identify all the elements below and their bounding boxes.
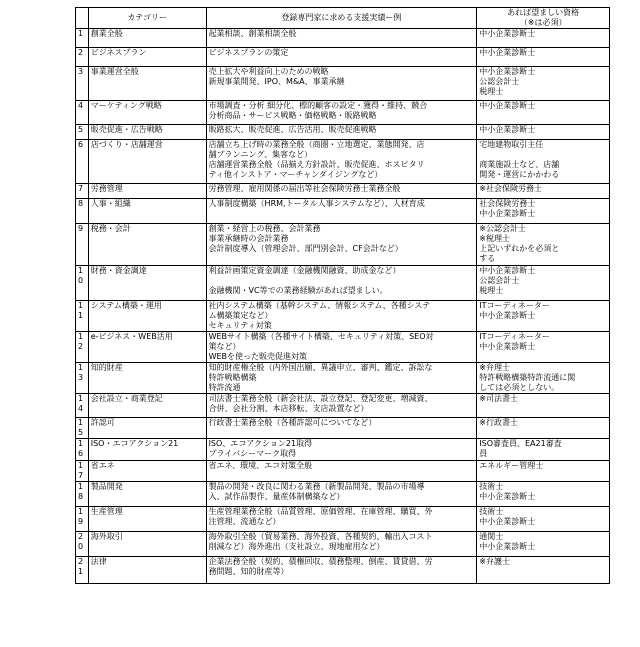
support-line: 起業相談、創業相談全般 xyxy=(208,29,297,38)
support-line: 海外取引全般（貿易業務、海外投資、各種契約、輸出入コスト xyxy=(208,532,433,541)
category-cell xyxy=(88,394,206,418)
qualification-line: エネルギー管理士 xyxy=(479,461,544,470)
category-cell xyxy=(88,482,206,507)
row-number: 4 xyxy=(76,101,89,125)
support-cell xyxy=(206,29,477,48)
qualification-cell xyxy=(477,507,610,532)
row-number: 1 xyxy=(76,29,89,48)
support-line: 人事制度構築（HRM,トータル人事システムなど）、人材育成 xyxy=(208,199,425,208)
qualification-line: ITコーディネーター xyxy=(479,301,550,310)
support-line: 合併、会社分割、本店移転、支店設置など） xyxy=(208,404,369,413)
support-line: 特許流通 xyxy=(208,383,241,392)
row-number: 9 xyxy=(76,224,89,266)
category-cell xyxy=(88,363,206,394)
qualification-cell xyxy=(477,557,610,584)
category-cell xyxy=(88,224,206,266)
qualification-cell xyxy=(477,394,610,418)
support-cell xyxy=(206,140,477,184)
support-line: 店舗立ち上げ時の業務全般（商圏・立地選定、業態開発、店 xyxy=(208,140,425,149)
support-line: ビジネスプランの策定 xyxy=(208,48,289,57)
qualification-cell xyxy=(477,461,610,482)
row-number: 13 xyxy=(76,363,89,394)
support-cell xyxy=(206,557,477,584)
support-line: 市場調査・分析 細分化、標的顧客の設定・獲得・維持、競合 xyxy=(208,101,428,110)
table-row xyxy=(76,332,610,363)
qualification-line: 中小企業診断士 xyxy=(479,29,536,38)
category-line: 知的財産 xyxy=(90,363,123,372)
header-row xyxy=(76,8,610,29)
row-number: 15 xyxy=(76,418,89,439)
support-line: 売上拡大や利益向上のための戦略 xyxy=(208,67,329,76)
category-cell xyxy=(88,184,206,199)
support-cell xyxy=(206,363,477,394)
table-row xyxy=(76,507,610,532)
support-table xyxy=(75,7,610,584)
support-line: 削減など）海外進出（支社設立、現地雇用など） xyxy=(208,542,385,551)
category-cell xyxy=(88,266,206,301)
table-row xyxy=(76,101,610,125)
row-number: 7 xyxy=(76,184,89,199)
table-row xyxy=(76,266,610,301)
support-cell xyxy=(206,301,477,332)
qualification-line: 中小企業診断士 xyxy=(479,266,536,275)
category-line: 会社設立・商業登記 xyxy=(90,394,163,403)
support-line: 社内システム構築（基幹システム、情報システム、各種システ xyxy=(208,301,431,310)
qualification-line: ISO審査員、EA21審査 xyxy=(479,439,562,448)
qualification-line: 員 xyxy=(479,449,488,458)
qualification-cell xyxy=(477,532,610,557)
category-cell xyxy=(88,48,206,67)
qualification-cell xyxy=(477,439,610,461)
row-number: 19 xyxy=(76,507,89,532)
table-row xyxy=(76,557,610,584)
category-cell xyxy=(88,29,206,48)
support-line: 注管理、流通など） xyxy=(208,517,281,526)
qualification-line: ※弁理士 xyxy=(479,363,510,372)
qualification-line: 中小企業診断士 xyxy=(479,517,536,526)
category-line: 創業全般 xyxy=(90,29,123,38)
row-number: 21 xyxy=(76,557,89,584)
category-cell xyxy=(88,140,206,184)
support-line: ISO、エコアクション21取得 xyxy=(208,439,313,448)
header-support: 登録専門家に求める支援実績ー例 xyxy=(206,8,477,29)
support-cell xyxy=(206,394,477,418)
qualification-cell xyxy=(477,266,610,301)
category-line: 事業運営全般 xyxy=(90,67,139,76)
qualification-line: 中小企業診断士 xyxy=(479,311,536,320)
support-line: 事業承継時の会計業務 xyxy=(208,234,289,243)
table-row xyxy=(76,532,610,557)
support-line: 分析商品・サービス戦略・価格戦略・販路戦略 xyxy=(208,111,377,120)
qualification-line: 税理士 xyxy=(479,286,504,295)
support-cell xyxy=(206,184,477,199)
qualification-line: 通関士 xyxy=(479,532,504,541)
table-row xyxy=(76,301,610,332)
qualification-cell xyxy=(477,332,610,363)
support-cell xyxy=(206,224,477,266)
qualification-line: ※税理士 xyxy=(479,234,510,243)
support-line: 省エネ、環境、エコ対策全般 xyxy=(208,461,313,470)
category-cell xyxy=(88,439,206,461)
support-line: 策など） xyxy=(208,342,241,351)
support-line: 生産管理業務全般（品質管理、原価管理、在庫管理、購買、外 xyxy=(208,507,433,516)
qualification-line: 中小企業診断士 xyxy=(479,67,536,76)
support-line: 務問題、知的財産等） xyxy=(208,567,289,576)
qualification-line: する xyxy=(479,254,496,263)
qualification-cell xyxy=(477,29,610,48)
table-row xyxy=(76,48,610,67)
category-line: e-ビジネス・WEB活用 xyxy=(90,332,173,341)
category-line: 税務・会計 xyxy=(90,224,131,233)
category-line: 許認可 xyxy=(90,418,115,427)
support-line: ティ他インストア・マーチャンダイジングなど） xyxy=(208,170,383,179)
category-cell xyxy=(88,101,206,125)
qualification-line: 宅地建物取引主任 xyxy=(479,140,544,149)
qualification-cell xyxy=(477,224,610,266)
support-cell xyxy=(206,266,477,301)
table-row xyxy=(76,125,610,140)
table-row xyxy=(76,439,610,461)
header-qualification xyxy=(477,8,610,29)
row-number: 10 xyxy=(76,266,89,301)
row-number: 11 xyxy=(76,301,89,332)
row-number: 8 xyxy=(76,199,89,224)
support-line: 販路拡大、販売促進、広告活用、販売促進戦略 xyxy=(208,125,377,134)
table-row xyxy=(76,140,610,184)
qualification-cell xyxy=(477,101,610,125)
support-line: 司法書士業務全般（新会社法、設立登記、登記変更、増減資、 xyxy=(208,394,433,403)
support-line: 特許戦略構築 xyxy=(208,373,257,382)
support-line: 金融機関・VC等での業務経験があれば望ましい。 xyxy=(208,286,388,295)
category-line: 省エネ xyxy=(90,461,115,470)
table-header xyxy=(76,8,610,29)
support-cell xyxy=(206,67,477,101)
table-row xyxy=(76,461,610,482)
table-row xyxy=(76,482,610,507)
qualification-cell xyxy=(477,363,610,394)
support-line: WEBサイト構築（各種サイト構築、セキュリティ対策、SEO対 xyxy=(208,332,434,341)
qualification-line: 技術士 xyxy=(479,482,504,491)
qualification-cell xyxy=(477,140,610,184)
category-line: 店づくり・店舗運営 xyxy=(90,140,163,149)
category-line: 人事・組織 xyxy=(90,199,131,208)
support-cell xyxy=(206,48,477,67)
support-line: 企業法務全般（契約、債権回収、債務整理、倒産、賃貸借、労 xyxy=(208,557,433,566)
support-cell xyxy=(206,532,477,557)
support-line: セキュリティ対策 xyxy=(208,321,272,330)
qualification-cell xyxy=(477,67,610,101)
table-row xyxy=(76,394,610,418)
category-line: 法律 xyxy=(90,557,107,566)
support-line: プライバシーマーク取得 xyxy=(208,449,297,458)
support-line: 製品の開発・改良に関わる業務（新製品開発、製品の市場導 xyxy=(208,482,425,491)
row-number: 6 xyxy=(76,140,89,184)
support-cell xyxy=(206,507,477,532)
support-cell xyxy=(206,439,477,461)
qualification-cell xyxy=(477,301,610,332)
category-cell xyxy=(88,199,206,224)
qualification-line: 中小企業診断士 xyxy=(479,492,536,501)
table-row xyxy=(76,184,610,199)
row-number: 16 xyxy=(76,439,89,461)
category-cell xyxy=(88,67,206,101)
category-cell xyxy=(88,532,206,557)
category-cell xyxy=(88,557,206,584)
qualification-line: ※司法書士 xyxy=(479,394,518,403)
support-line: 知的財産権全般（内外国出願、異議申立、審判、鑑定、訴訟な xyxy=(208,363,433,372)
category-cell xyxy=(88,332,206,363)
qualification-line: ※社会保険労務士 xyxy=(479,184,542,193)
support-cell xyxy=(206,101,477,125)
row-number: 12 xyxy=(76,332,89,363)
support-line: WEBを使った販売促進対策 xyxy=(208,352,308,361)
support-cell xyxy=(206,332,477,363)
header-no xyxy=(76,8,89,29)
support-line: 労務管理、雇用関係の届出等社会保険労務士業務全般 xyxy=(208,184,401,193)
support-line: 店舗運営業務全般（品揃え方針設計、販売促進、ホスピタリ xyxy=(208,160,425,169)
header-category: カテゴリー xyxy=(88,8,206,29)
support-line xyxy=(209,276,475,286)
support-cell xyxy=(206,418,477,439)
support-cell xyxy=(206,461,477,482)
category-line: ビジネスプラン xyxy=(90,48,147,57)
row-number: 17 xyxy=(76,461,89,482)
qualification-line: ※弁護士 xyxy=(479,557,510,566)
qualification-cell xyxy=(477,482,610,507)
category-line: 労務管理 xyxy=(90,184,123,193)
category-cell xyxy=(88,461,206,482)
category-line: マーケティング戦略 xyxy=(90,101,162,110)
support-line: ム構築策定など） xyxy=(208,311,273,320)
category-line: 海外取引 xyxy=(90,532,123,541)
table-body xyxy=(76,29,610,584)
category-cell xyxy=(88,418,206,439)
qualification-line: 中小企業診断士 xyxy=(479,542,536,551)
category-line: 生産管理 xyxy=(90,507,123,516)
qualification-line: 中小企業診断士 xyxy=(479,48,536,57)
qualification-line: 税理士 xyxy=(479,87,504,96)
support-line: 入、試作品製作、量産体制構築など） xyxy=(208,492,345,501)
row-number: 2 xyxy=(76,48,89,67)
qualification-line: 中小企業診断士 xyxy=(479,209,536,218)
row-number: 5 xyxy=(76,125,89,140)
qualification-cell xyxy=(477,199,610,224)
row-number: 3 xyxy=(76,67,89,101)
row-number: 14 xyxy=(76,394,89,418)
qualification-cell xyxy=(477,418,610,439)
category-cell xyxy=(88,125,206,140)
table-row xyxy=(76,199,610,224)
category-cell xyxy=(88,301,206,332)
qualification-line: 公認会計士 xyxy=(479,276,520,285)
table-row xyxy=(76,67,610,101)
support-line: 創業・経営上の税務、会計業務 xyxy=(208,224,321,233)
qualification-line: 公認会計士 xyxy=(479,77,520,86)
qualification-line: ITコーディネーター xyxy=(479,332,550,341)
category-line: ISO・エコアクション21 xyxy=(90,439,179,448)
support-cell xyxy=(206,125,477,140)
support-line: 会計制度導入（管理会計、部門別会計、CF会計など） xyxy=(208,244,403,253)
qualification-line: 開発・運営にかかわる xyxy=(479,170,560,179)
qualification-line: 商業施設士など、店舗 xyxy=(479,160,560,169)
qualification-cell xyxy=(477,184,610,199)
qualification-cell xyxy=(477,48,610,67)
header-qualification-line: （※は必須） xyxy=(519,18,567,27)
qualification-line: 中小企業診断士 xyxy=(479,125,536,134)
table-row xyxy=(76,363,610,394)
support-line: 利益計画策定資金調達（金融機関融資、助成金など） xyxy=(208,266,401,275)
table-row xyxy=(76,418,610,439)
qualification-line: 特許戦略構築特許流通に関 xyxy=(479,373,576,382)
qualification-line xyxy=(479,150,607,160)
qualification-line: ※公認会計士 xyxy=(479,224,526,233)
table-row xyxy=(76,224,610,266)
qualification-line: 上記いずれかを必須と xyxy=(479,244,560,253)
qualification-line: ※行政書士 xyxy=(479,418,518,427)
qualification-line: しては必須としない。 xyxy=(479,383,560,392)
row-number: 20 xyxy=(76,532,89,557)
support-cell xyxy=(206,482,477,507)
support-line: 舗プランニング、集客など） xyxy=(208,150,313,159)
category-line: 財務・資金調達 xyxy=(90,266,147,275)
support-line: 行政書士業務全般（各種許認可についてなど） xyxy=(208,418,377,427)
category-line: システム構築・運用 xyxy=(90,301,162,310)
support-cell xyxy=(206,199,477,224)
header-qualification-line: あれば望ましい資格 xyxy=(507,8,580,17)
qualification-line: 社会保険労務士 xyxy=(479,199,536,208)
qualification-line: 技術士 xyxy=(479,507,504,516)
category-line: 販売促進・広告戦略 xyxy=(90,125,163,134)
support-line: 新規事業開発、IPO、M&A、事業承継 xyxy=(208,77,345,86)
category-line: 製品開発 xyxy=(90,482,123,491)
category-cell xyxy=(88,507,206,532)
qualification-cell xyxy=(477,125,610,140)
qualification-line: 中小企業診断士 xyxy=(479,342,536,351)
qualification-line: 中小企業診断士 xyxy=(479,101,536,110)
table-row xyxy=(76,29,610,48)
row-number: 18 xyxy=(76,482,89,507)
